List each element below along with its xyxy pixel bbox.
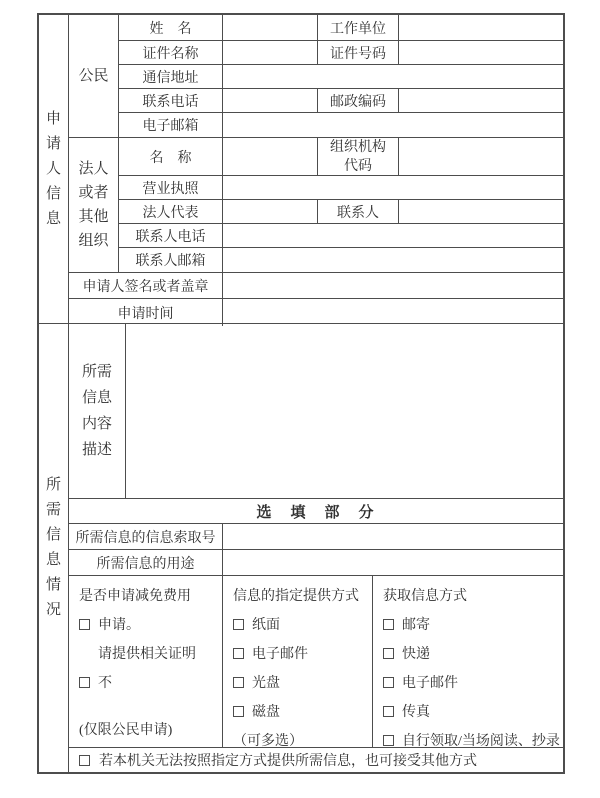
org-code-label	[318, 138, 399, 175]
info-description-label	[69, 324, 126, 498]
provide-method-title: 信息的指定提供方式	[233, 589, 359, 604]
desc-line: 内容	[81, 416, 112, 432]
fee-no-option[interactable]	[79, 672, 112, 692]
phone-label: 联系电话	[119, 89, 223, 112]
contact-phone-label: 联系人电话	[119, 224, 223, 247]
work-unit-field[interactable]	[399, 15, 563, 40]
side-char: 需	[45, 502, 61, 518]
provide-method-column	[223, 576, 373, 747]
email-field[interactable]	[223, 113, 563, 137]
license-field[interactable]	[223, 176, 563, 199]
applicant-info-side-label	[39, 15, 69, 323]
checkbox-icon[interactable]	[383, 677, 394, 688]
checkbox-icon[interactable]	[383, 735, 394, 746]
obtain-express-option[interactable]	[383, 643, 430, 663]
accept-other-way-option[interactable]	[69, 748, 563, 772]
postcode-label: 邮政编码	[318, 89, 399, 112]
org-side-line: 其他	[78, 209, 109, 225]
obtain-method-column	[373, 576, 563, 747]
purpose-label: 所需信息的用途	[69, 550, 223, 575]
side-char: 所	[45, 477, 61, 493]
org-side-line: 或者	[78, 185, 109, 201]
obtain-email-option[interactable]	[383, 672, 458, 692]
org-side-line: 组织	[78, 233, 109, 249]
provide-cd-label: 光盘	[252, 676, 280, 691]
fee-no-label: 不	[98, 676, 112, 691]
contact-field[interactable]	[399, 200, 563, 223]
side-char: 请	[45, 135, 61, 152]
provide-paper-option[interactable]	[233, 614, 280, 634]
side-char: 人	[45, 160, 61, 177]
org-code-field[interactable]	[399, 138, 563, 175]
info-description-field[interactable]	[126, 324, 563, 498]
purpose-field[interactable]	[223, 550, 563, 575]
section-applicant-info	[39, 15, 563, 324]
license-label: 营业执照	[119, 176, 223, 199]
id-name-field[interactable]	[223, 41, 318, 64]
fee-waiver-title: 是否申请减免费用	[79, 589, 191, 604]
section-required-info	[39, 324, 563, 772]
checkbox-icon[interactable]	[233, 677, 244, 688]
address-label: 通信地址	[119, 65, 223, 88]
obtain-method-title: 获取信息方式	[383, 589, 467, 604]
desc-line: 信息	[81, 390, 112, 406]
address-field[interactable]	[223, 65, 563, 88]
provide-disk-option[interactable]	[233, 701, 280, 721]
fee-apply-note: 请提供相关证明	[98, 647, 196, 662]
checkbox-icon[interactable]	[383, 706, 394, 717]
obtain-mail-option[interactable]	[383, 614, 430, 634]
provide-paper-label: 纸面	[252, 618, 280, 633]
side-char: 息	[45, 552, 61, 568]
id-name-label: 证件名称	[119, 41, 223, 64]
fee-waiver-column	[69, 576, 223, 747]
contact-phone-field[interactable]	[223, 224, 563, 247]
accept-other-way-label: 若本机关无法按照指定方式提供所需信息，也可接受其他方式	[99, 754, 477, 769]
side-char: 况	[45, 602, 61, 618]
side-char: 信	[45, 185, 61, 202]
fee-footnote: (仅限公民申请)	[79, 723, 173, 738]
provide-footnote: （可多选）	[233, 734, 303, 747]
checkbox-icon[interactable]	[233, 648, 244, 659]
signature-label: 申请人签名或者盖章	[69, 273, 223, 298]
checkbox-icon[interactable]	[383, 619, 394, 630]
org-code-line: 代码	[344, 158, 372, 174]
checkbox-icon[interactable]	[383, 648, 394, 659]
org-code-line: 组织机构	[330, 139, 386, 155]
id-number-label: 证件号码	[318, 41, 399, 64]
email-label: 电子邮箱	[119, 113, 223, 137]
checkbox-icon[interactable]	[79, 619, 90, 630]
name-label: 姓 名	[119, 15, 223, 40]
org-name-label: 名 称	[119, 138, 223, 175]
legal-rep-field[interactable]	[223, 200, 318, 223]
desc-line: 所需	[81, 364, 112, 380]
side-char: 息	[45, 210, 61, 227]
fee-apply-label: 申请。	[98, 618, 140, 633]
checkbox-icon[interactable]	[79, 755, 90, 766]
legal-rep-label: 法人代表	[119, 200, 223, 223]
side-char: 信	[45, 527, 61, 543]
optional-part-header: 选 填 部 分	[256, 504, 376, 521]
signature-field[interactable]	[223, 273, 563, 298]
desc-line: 描述	[81, 442, 112, 458]
provide-email-option[interactable]	[233, 643, 308, 663]
id-number-field[interactable]	[399, 41, 563, 64]
apply-time-label: 申请时间	[69, 299, 223, 326]
checkbox-icon[interactable]	[233, 706, 244, 717]
provide-cd-option[interactable]	[233, 672, 280, 692]
obtain-self-pickup-option[interactable]	[383, 730, 560, 747]
obtain-email-label: 电子邮件	[402, 676, 458, 691]
obtain-fax-option[interactable]	[383, 701, 430, 721]
org-side-line: 法人	[78, 161, 109, 177]
obtain-mail-label: 邮寄	[402, 618, 430, 633]
contact-label: 联系人	[318, 200, 399, 223]
name-field[interactable]	[223, 15, 318, 40]
fee-apply-option[interactable]	[79, 614, 140, 634]
index-number-field[interactable]	[223, 524, 563, 549]
organization-group	[69, 138, 563, 273]
obtain-self-pickup-label: 自行领取/当场阅读、抄录	[402, 734, 560, 747]
org-name-field[interactable]	[223, 138, 318, 175]
apply-time-field[interactable]	[223, 299, 563, 326]
required-info-side-label	[39, 324, 69, 772]
organization-group-label	[69, 138, 119, 272]
citizen-group-label: 公民	[69, 15, 119, 137]
provide-email-label: 电子邮件	[252, 647, 308, 662]
checkbox-icon[interactable]	[79, 677, 90, 688]
side-char: 申	[45, 110, 61, 127]
contact-email-label: 联系人邮箱	[119, 248, 223, 272]
side-char: 情	[45, 577, 61, 593]
postcode-field[interactable]	[399, 89, 563, 112]
obtain-fax-label: 传真	[402, 705, 430, 720]
work-unit-label: 工作单位	[318, 15, 399, 40]
phone-field[interactable]	[223, 89, 318, 112]
provide-disk-label: 磁盘	[252, 705, 280, 720]
checkbox-icon[interactable]	[233, 619, 244, 630]
citizen-group	[69, 15, 563, 138]
index-number-label: 所需信息的信息索取号	[69, 524, 223, 549]
contact-email-field[interactable]	[223, 248, 563, 272]
application-form-table	[37, 13, 565, 774]
obtain-express-label: 快递	[402, 647, 430, 662]
